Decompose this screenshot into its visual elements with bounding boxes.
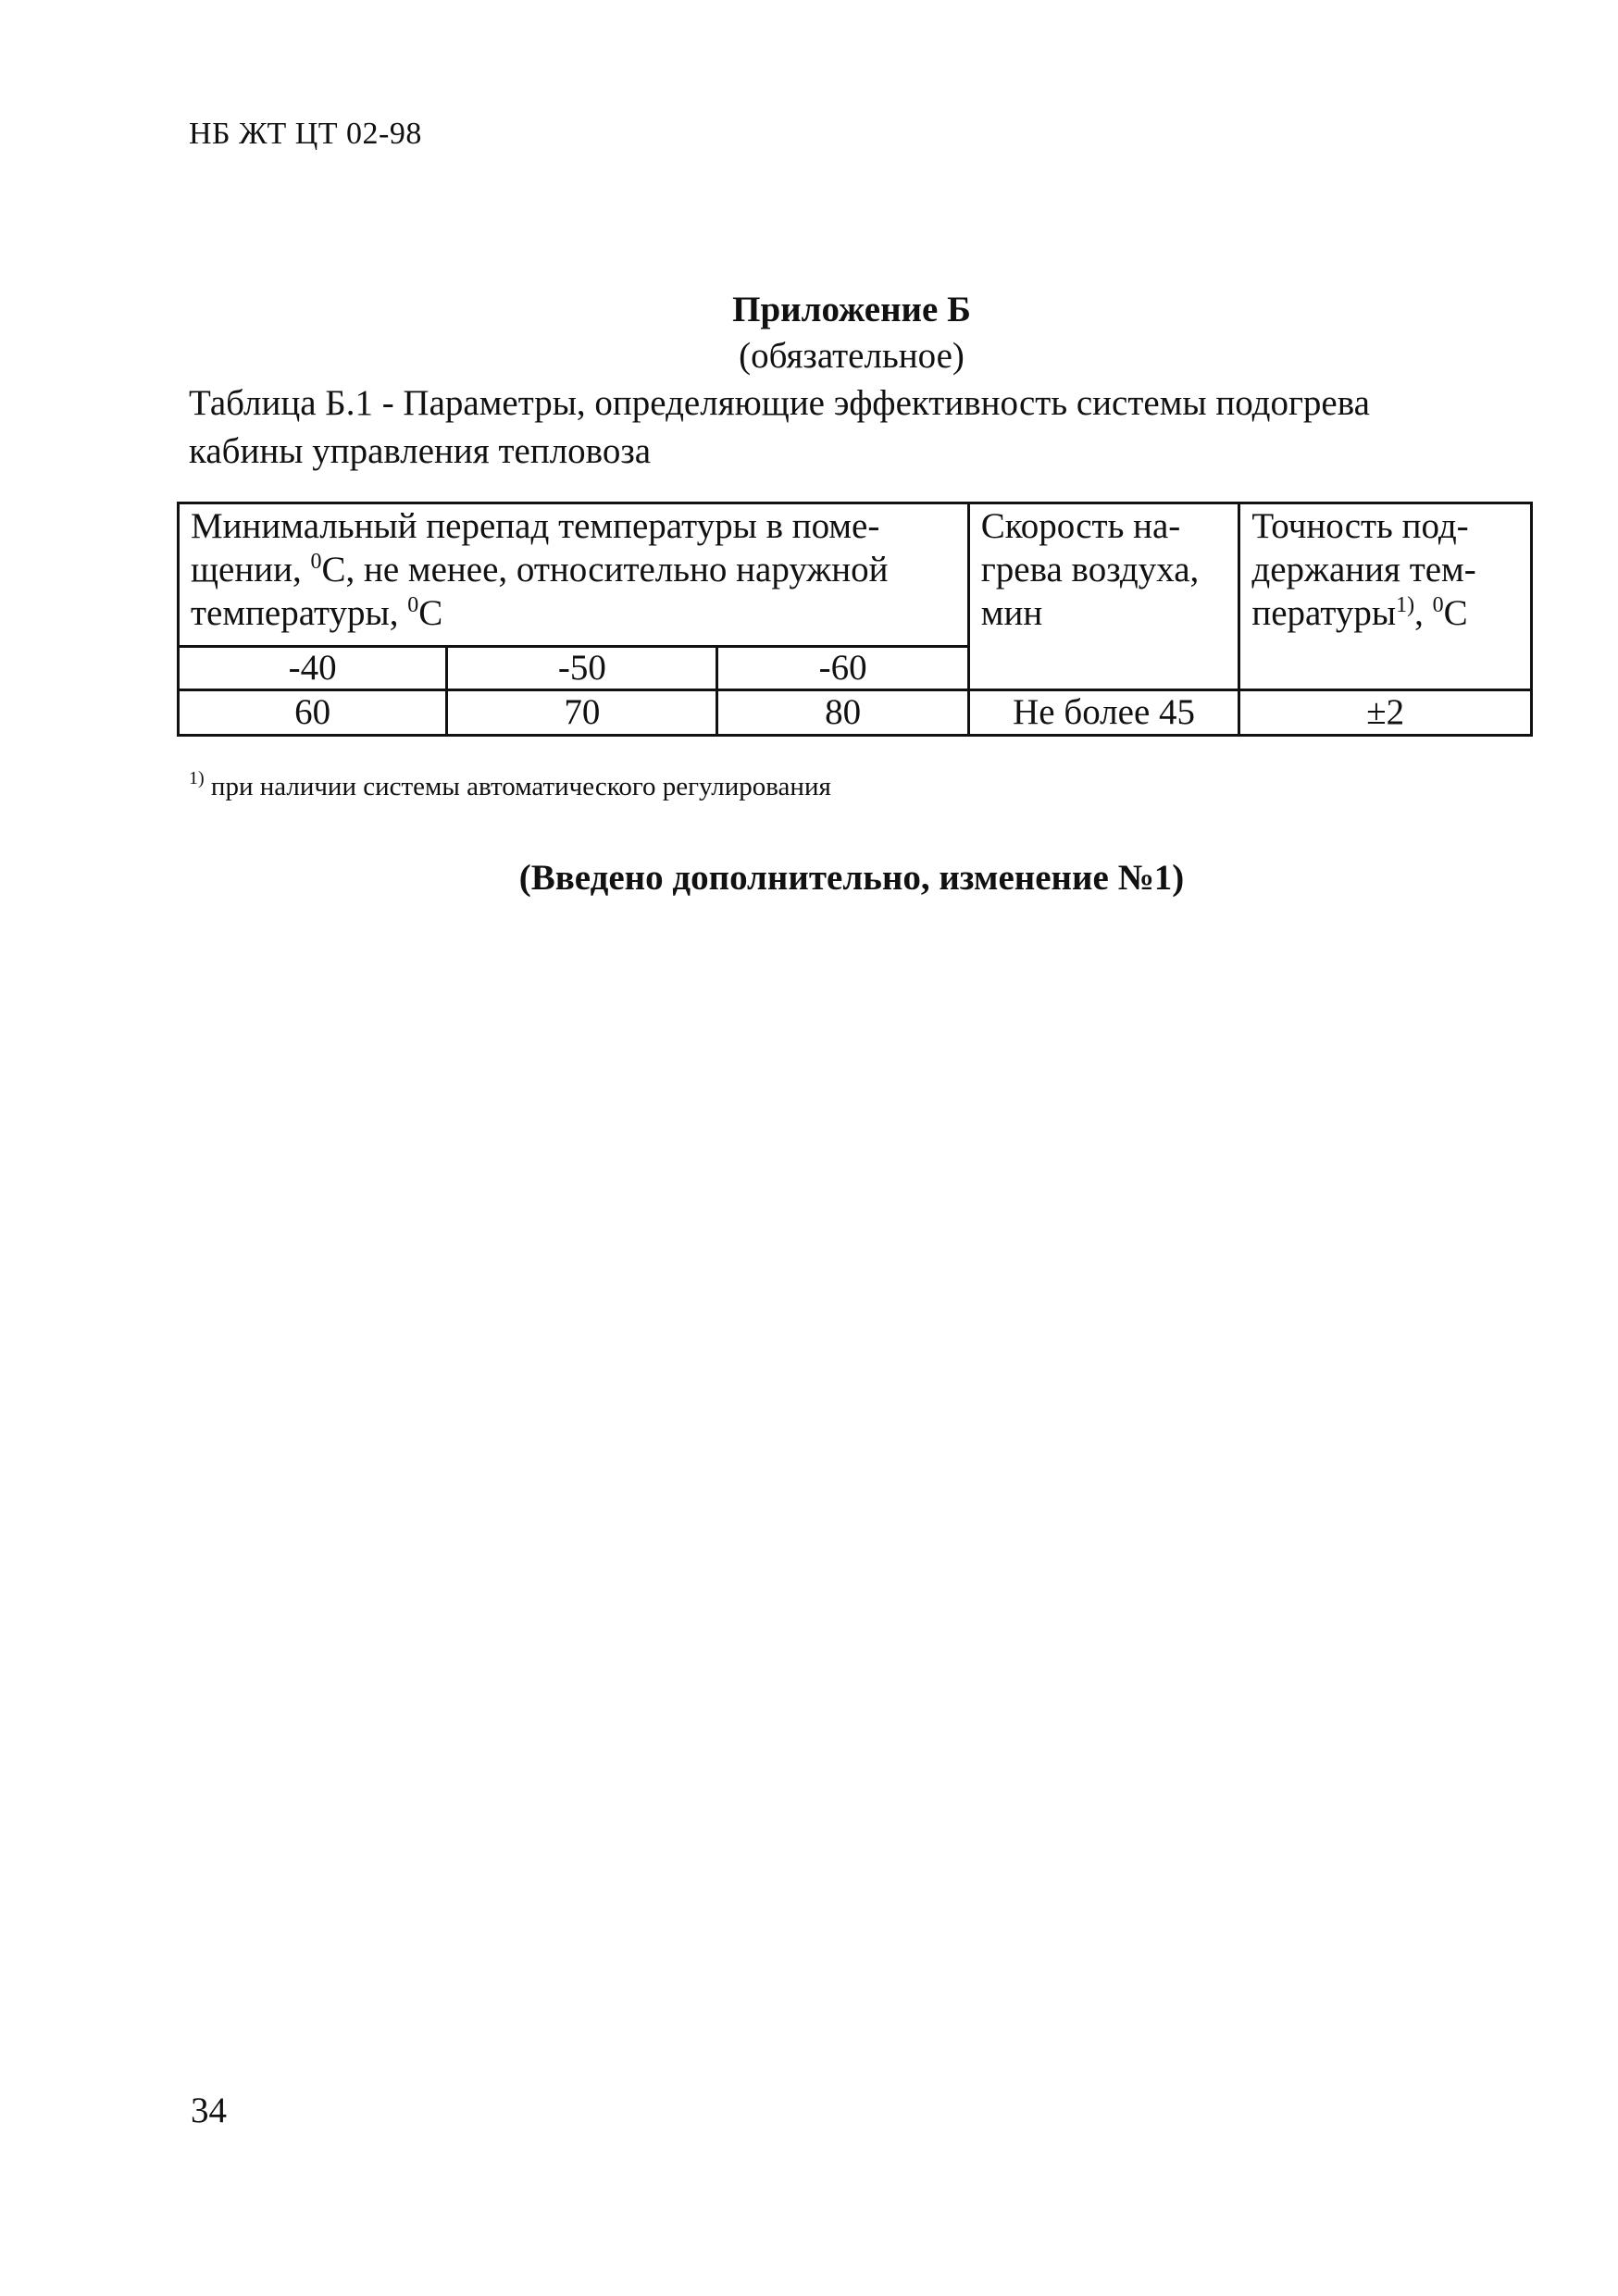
table-caption-line-1: Таблица Б.1 - Параметры, определяющие эффективность системы подогрева: [189, 383, 1370, 423]
header-min-temp-difference: [179, 503, 969, 647]
footnote-text: при наличии системы автоматического регулирования: [204, 772, 831, 801]
table-row: [179, 690, 1532, 736]
header-min-temp-line-3: температуры, $^0$С: [191, 593, 443, 633]
subheader-outdoor-temp: -50: [447, 647, 717, 690]
cell-heating-speed: Не более 45: [968, 690, 1239, 736]
header-temp-accuracy-line-2: держания тем-: [1251, 550, 1476, 590]
header-temp-accuracy-line-1: Точность под-: [1251, 506, 1469, 546]
header-min-temp-line-1: Минимальный перепад температуры в поме-: [191, 506, 880, 546]
table-caption: [189, 379, 1522, 476]
page-number: 34: [191, 2091, 227, 2130]
parameters-table: [177, 502, 1533, 737]
table-footnote: [189, 768, 831, 802]
subheader-outdoor-temp: -40: [179, 647, 447, 690]
cell-temp-difference: 70: [447, 690, 717, 736]
header-heating-speed-line-1: Скорость на-: [980, 506, 1181, 546]
appendix-title: Приложение Б: [732, 290, 971, 329]
header-min-temp-line-2: щении, $^0$С, не менее, относительно наружной: [191, 550, 889, 590]
cell-temp-difference: 60: [179, 690, 447, 736]
header-heating-speed: [968, 503, 1239, 690]
header-temp-accuracy: [1239, 503, 1532, 690]
amendment-note: (Введено дополнительно, изменение №1): [518, 858, 1185, 898]
header-heating-speed-line-2: грева воздуха,: [980, 550, 1200, 590]
cell-temp-difference: 80: [717, 690, 968, 736]
table-header-row: [179, 503, 1532, 647]
subheader-outdoor-temp: -60: [717, 647, 968, 690]
footnote-marker: 1): [189, 768, 205, 788]
header-heating-speed-line-3: мин: [980, 593, 1043, 633]
table-caption-line-2: кабины управления тепловоза: [189, 431, 652, 471]
document-code: НБ ЖТ ЦТ 02-98: [189, 117, 422, 151]
header-temp-accuracy-line-3: пературы$^{1)}$, $^0$С: [1251, 593, 1468, 633]
appendix-subtitle: (обязательное): [739, 336, 965, 376]
cell-temp-accuracy: ±2: [1239, 690, 1532, 736]
